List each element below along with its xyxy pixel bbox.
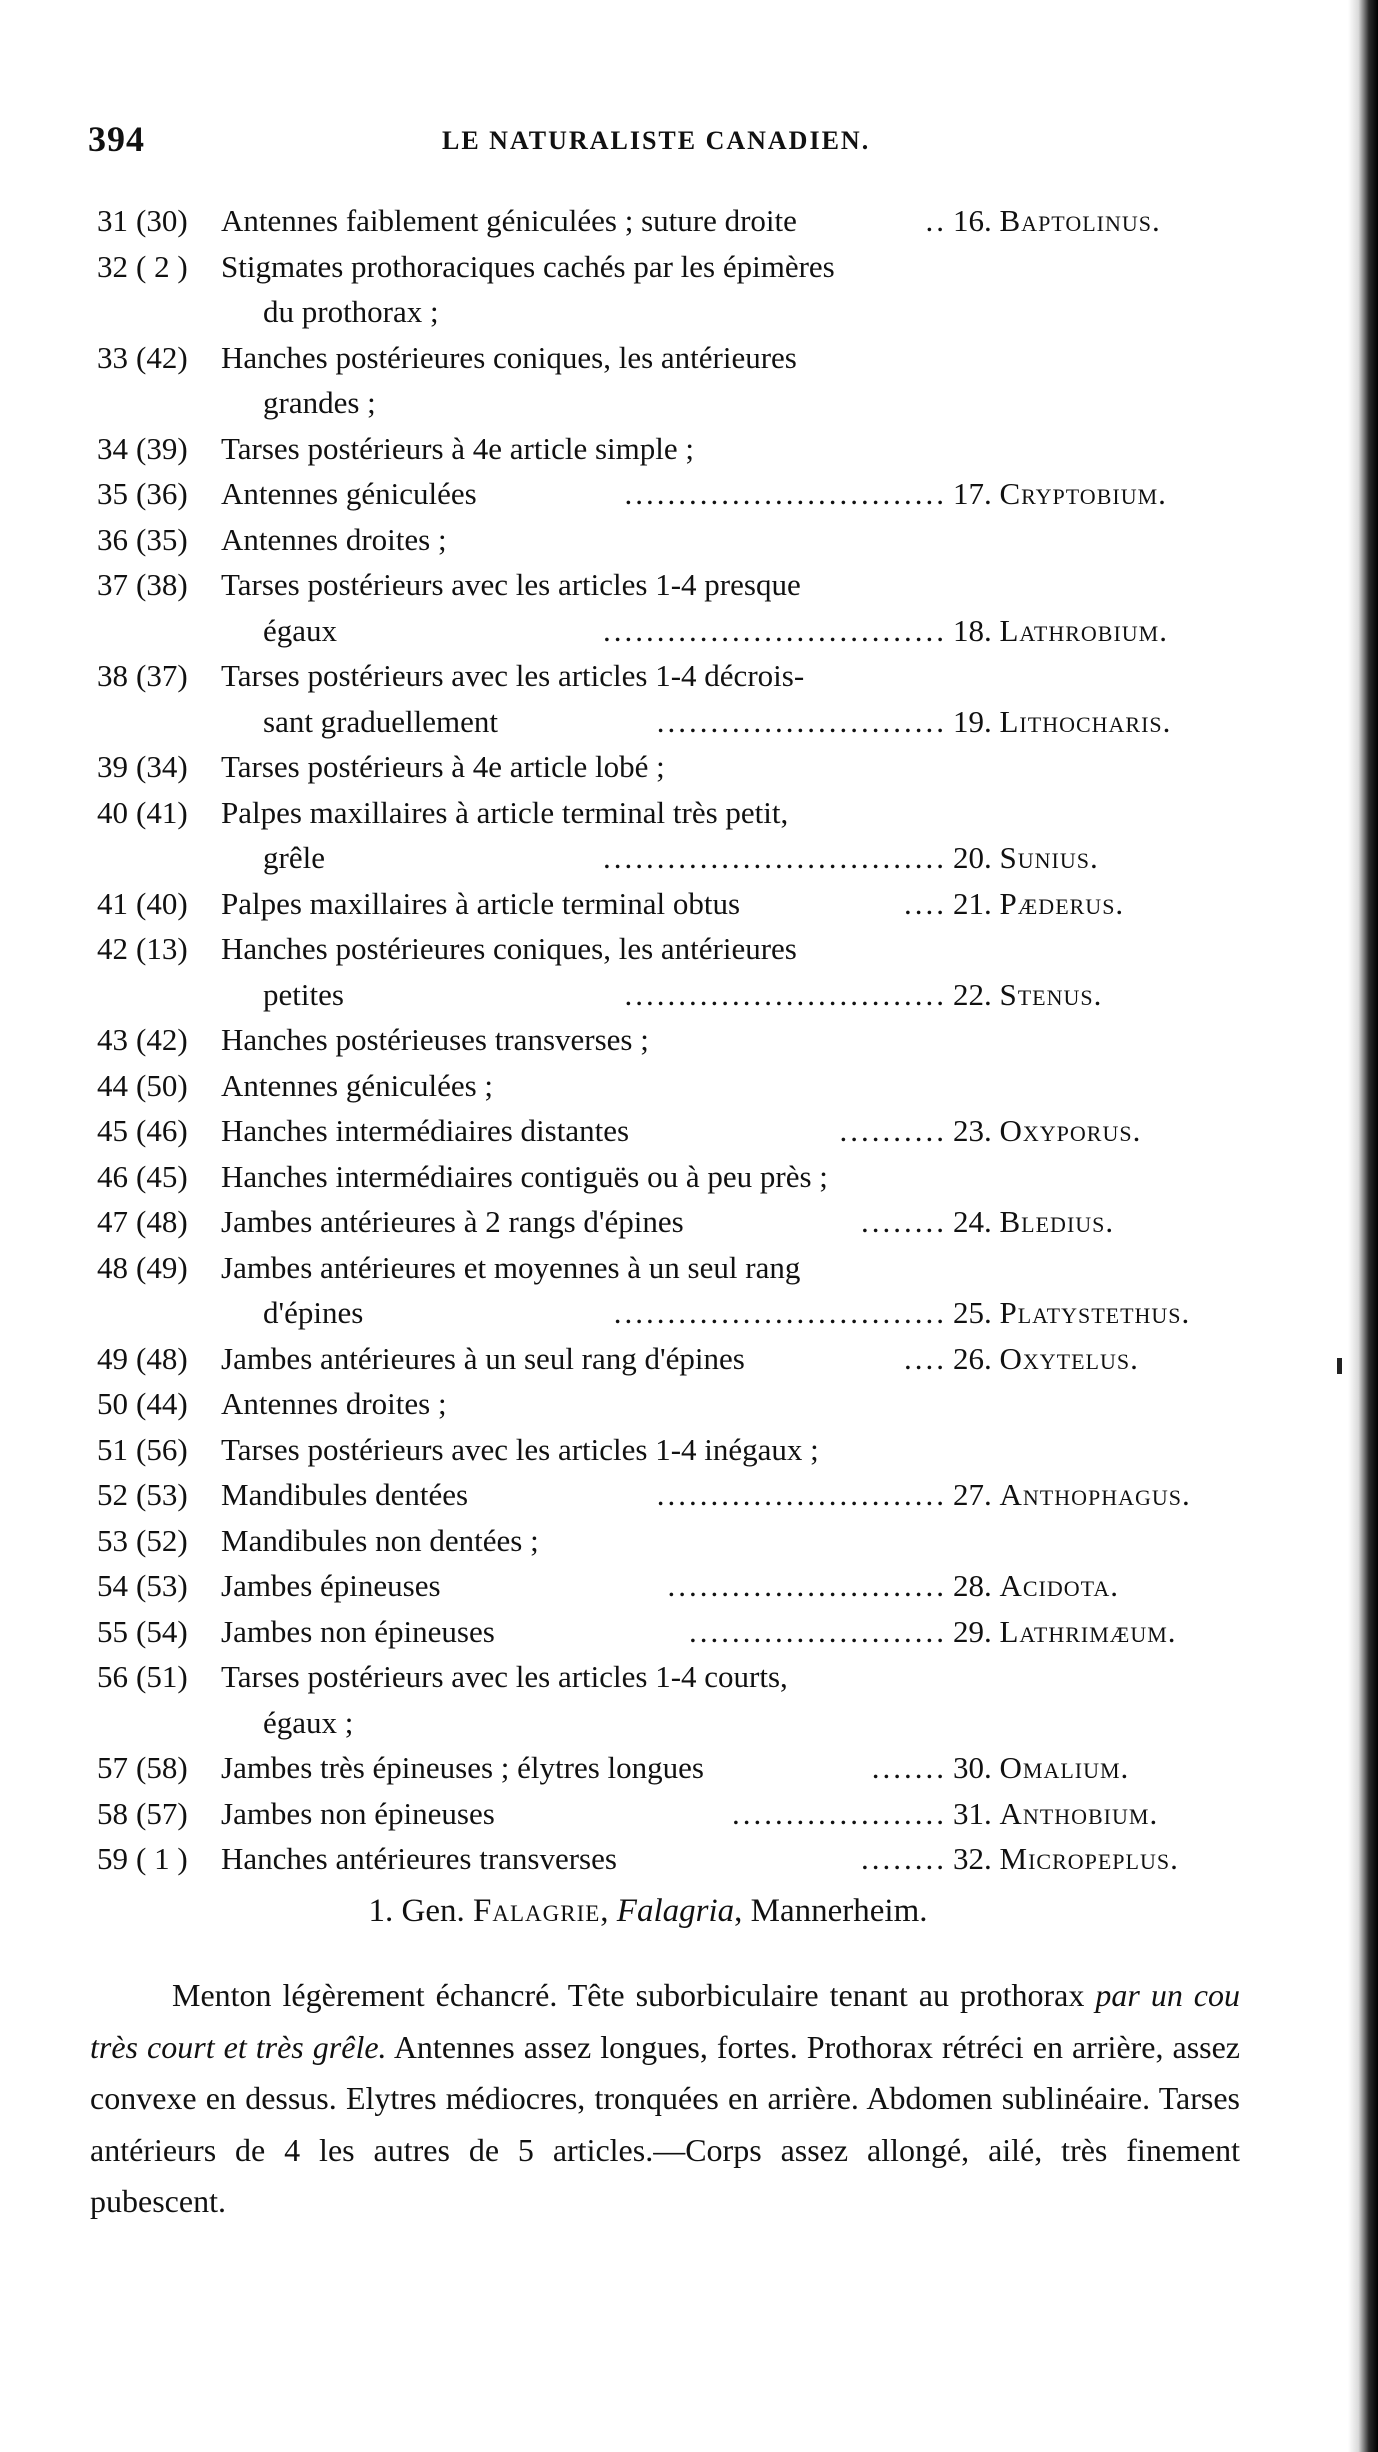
key-line-text: Hanches postérieures coniques, les antérieures (221, 339, 797, 375)
genus-heading-latin: Falagria (616, 1893, 735, 1929)
key-line-number: 54 (97, 1568, 128, 1603)
genus-number: 27. (953, 1477, 992, 1512)
genus-reference (953, 1745, 1129, 1791)
genus-number: 26. (953, 1340, 992, 1376)
genus-number: 25. (953, 1295, 992, 1330)
key-line-text: Hanches intermédiaires distantes (221, 1113, 630, 1148)
dot-leader: ............................... (613, 1295, 947, 1330)
key-line-number: 52 (97, 1477, 128, 1512)
key-line-reference: (56) (136, 1431, 188, 1467)
key-line (88, 926, 1238, 972)
key-line-reference: (37) (136, 658, 188, 693)
key-line-reference: (44) (136, 1386, 188, 1421)
genus-reference (953, 972, 1102, 1018)
genus-reference (953, 1199, 1114, 1245)
key-line-text: Antennes géniculées (221, 476, 477, 511)
key-line (88, 1609, 1238, 1655)
genus-name: Lithocharis. (999, 703, 1172, 739)
genus-name: Platystethus. (999, 1295, 1191, 1330)
key-line-number: 42 (97, 931, 128, 966)
genus-reference (953, 881, 1124, 927)
key-line (88, 1836, 1238, 1882)
dot-leader: ........................... (656, 1477, 947, 1512)
genus-name: Sunius. (999, 840, 1099, 875)
dot-leader: ........ (861, 1841, 947, 1876)
genus-number: 22. (953, 976, 992, 1012)
genus-name: Pæderus. (999, 885, 1125, 921)
key-line (88, 1063, 1238, 1109)
key-line-reference: (30) (136, 203, 188, 238)
description-part2: Antennes assez longues, fortes. Prothorax rétréci en arrière, assez convexe en dessus. Elytres médiocres, tronquées en arrière. Abdomen sublinéaire. Tarses antérieurs de 4 les autres de 5 articles.—Corps assez allongé, ailé, très finement pubescent. (90, 2028, 1241, 2219)
genus-number: 20. (953, 840, 992, 875)
genus-heading-name: Falagrie (473, 1893, 601, 1929)
key-line-number: 44 (97, 1067, 128, 1103)
key-line (88, 835, 1238, 881)
genus-name: Micropeplus. (999, 1841, 1179, 1876)
key-line-number: 38 (97, 658, 128, 693)
key-line-text: Mandibules non dentées ; (221, 1522, 539, 1558)
key-line-reference: (46) (136, 1113, 188, 1148)
description-italic: par un cou très court et très grêle. (90, 1977, 1241, 2065)
key-line-text: Stigmates prothoraciques cachés par les épimères (221, 248, 835, 284)
genus-reference (953, 1290, 1190, 1336)
key-line-number: 49 (97, 1340, 128, 1376)
key-line-text: Tarses postérieurs à 4e article lobé ; (221, 749, 665, 784)
dot-leader: ................................ (603, 612, 947, 648)
genus-reference (953, 1791, 1158, 1837)
key-line-number: 59 (97, 1841, 128, 1876)
genus-number: 17. (953, 476, 992, 511)
key-line-number: 50 (97, 1386, 128, 1421)
key-line-reference: (38) (136, 567, 188, 602)
key-line (88, 1563, 1238, 1609)
key-line-text: Tarses postérieurs avec les articles 1-4 inégaux ; (221, 1431, 819, 1467)
key-line (88, 608, 1238, 654)
key-line (88, 1336, 1238, 1382)
dot-leader: .. (925, 203, 947, 238)
key-line-text: Antennes droites ; (221, 1386, 447, 1421)
key-line-reference: (39) (136, 430, 188, 466)
key-line-continuation: sant graduellement (263, 703, 498, 739)
dot-leader: .................... (732, 1795, 947, 1831)
description-part1: Menton légèrement échancré. Tête suborbiculaire tenant au prothorax (172, 1977, 1096, 2013)
dot-leader: .............................. (624, 476, 947, 511)
genus-reference (953, 1472, 1191, 1518)
key-line-reference: (50) (136, 1067, 188, 1103)
genus-number: 19. (953, 703, 992, 739)
key-line (88, 1518, 1238, 1564)
key-line-reference: (57) (136, 1795, 188, 1831)
key-line-reference: (13) (136, 931, 188, 966)
key-line-number: 34 (97, 430, 128, 466)
key-line-reference: (52) (136, 1522, 188, 1558)
key-line-number: 46 (97, 1158, 128, 1194)
key-line-number: 40 (97, 794, 128, 830)
genus-number: 21. (953, 885, 992, 921)
key-line (88, 744, 1238, 790)
genus-heading (0, 1893, 1296, 1930)
key-line (88, 244, 1238, 290)
key-line-reference: ( 1 ) (136, 1841, 188, 1876)
key-line-number: 56 (97, 1659, 128, 1694)
genus-heading-prefix: 1. Gen. (368, 1893, 473, 1929)
key-line-reference: (42) (136, 1022, 188, 1057)
genus-number: 16. (953, 203, 992, 238)
key-line (88, 1108, 1238, 1154)
key-line-text: Antennes géniculées ; (221, 1067, 494, 1103)
key-line-text: Jambes antérieures à un seul rang d'épines (221, 1340, 745, 1376)
key-line-number: 55 (97, 1613, 128, 1649)
genus-name: Baptolinus. (999, 203, 1161, 238)
dot-leader: ........................... (656, 703, 947, 739)
key-line-text: Jambes non épineuses (221, 1795, 495, 1831)
key-line (88, 562, 1238, 608)
key-line (88, 380, 1238, 426)
key-line-reference: (51) (136, 1659, 188, 1694)
key-line-reference: (48) (136, 1340, 188, 1376)
key-line-number: 36 (97, 521, 128, 557)
key-line (88, 289, 1238, 335)
key-line-number: 51 (97, 1431, 128, 1467)
key-line (88, 335, 1238, 381)
key-line-text: Mandibules dentées (221, 1477, 469, 1512)
genus-number: 23. (953, 1113, 992, 1148)
key-line-reference: ( 2 ) (136, 248, 188, 284)
dot-leader: ........................ (689, 1613, 947, 1649)
key-line-text: Antennes faiblement géniculées ; suture droite (221, 203, 797, 238)
key-line-reference: (36) (136, 476, 188, 511)
key-line-number: 37 (97, 567, 128, 602)
genus-name: Anthobium. (999, 1795, 1159, 1831)
key-line-number: 58 (97, 1795, 128, 1831)
genus-name: Oxytelus. (999, 1340, 1139, 1376)
key-line-number: 45 (97, 1113, 128, 1148)
key-line-continuation: petites (263, 976, 344, 1012)
key-line-number: 57 (97, 1750, 128, 1785)
genus-number: 18. (953, 612, 992, 648)
key-line-number: 47 (97, 1204, 128, 1239)
key-line-continuation: d'épines (263, 1295, 364, 1330)
key-line (88, 1700, 1238, 1746)
genus-heading-sep2: , (734, 1893, 751, 1929)
key-line-continuation: du prothorax ; (263, 294, 439, 329)
genus-number: 24. (953, 1204, 992, 1239)
key-line (88, 1017, 1238, 1063)
key-line-text: Hanches antérieures transverses (221, 1841, 617, 1876)
key-line (88, 1154, 1238, 1200)
genus-description (90, 1970, 1240, 2228)
key-line-reference: (49) (136, 1249, 188, 1285)
key-line-reference: (53) (136, 1568, 188, 1603)
genus-number: 29. (953, 1613, 992, 1649)
key-line (88, 198, 1238, 244)
key-line-text: Jambes épineuses (221, 1568, 441, 1603)
dot-leader: .............................. (624, 976, 947, 1012)
dot-leader: ........ (861, 1204, 947, 1239)
genus-reference (953, 608, 1168, 654)
key-line (88, 1791, 1238, 1837)
genus-name: Cryptobium. (999, 476, 1167, 511)
genus-reference (953, 1836, 1179, 1882)
genus-number: 31. (953, 1795, 992, 1831)
key-line-continuation: grandes ; (263, 385, 376, 420)
key-line-number: 41 (97, 885, 128, 921)
key-line-reference: (41) (136, 794, 188, 830)
key-line-text: Palpes maxillaires à article terminal très petit, (221, 794, 789, 830)
key-line-reference: (48) (136, 1204, 188, 1239)
key-line-text: Palpes maxillaires à article terminal obtus (221, 885, 741, 921)
genus-heading-author: Mannerheim. (750, 1893, 928, 1929)
key-line-reference: (53) (136, 1477, 188, 1512)
genus-reference (953, 1336, 1139, 1382)
genus-number: 28. (953, 1568, 992, 1603)
key-line-reference: (34) (136, 749, 188, 784)
margin-mark (1337, 1358, 1342, 1374)
key-line-reference: (40) (136, 885, 188, 921)
genus-reference (953, 699, 1171, 745)
key-line (88, 1427, 1238, 1473)
genus-reference (953, 198, 1161, 244)
dot-leader: .... (904, 1340, 947, 1376)
page-edge-shadow (1348, 0, 1378, 2452)
genus-heading-sep1: , (600, 1893, 617, 1929)
genus-name: Omalium. (999, 1750, 1130, 1785)
key-line-text: Hanches intermédiaires contiguës ou à peu près ; (221, 1158, 828, 1194)
key-line-number: 31 (97, 203, 128, 238)
genus-name: Acidota. (999, 1568, 1119, 1603)
key-line-reference: (54) (136, 1613, 188, 1649)
key-line (88, 881, 1238, 927)
key-line (88, 699, 1238, 745)
key-line-number: 43 (97, 1022, 128, 1057)
dot-leader: ....... (871, 1750, 947, 1785)
key-line (88, 1654, 1238, 1700)
genus-reference (953, 1563, 1119, 1609)
genus-name: Anthophagus. (999, 1477, 1191, 1512)
genus-reference (953, 1609, 1177, 1655)
key-line-text: Tarses postérieurs avec les articles 1-4 décrois- (221, 658, 805, 693)
key-line-text: Hanches postérieures coniques, les antérieures (221, 931, 797, 966)
key-line (88, 1290, 1238, 1336)
key-line-reference: (45) (136, 1158, 188, 1194)
genus-name: Stenus. (999, 976, 1103, 1012)
key-line (88, 653, 1238, 699)
dot-leader: .... (904, 885, 947, 921)
key-line-text: Antennes droites ; (221, 521, 447, 557)
key-line-text: Tarses postérieurs à 4e article simple ; (221, 430, 694, 466)
key-line-reference: (35) (136, 521, 188, 557)
genus-number: 30. (953, 1750, 992, 1785)
key-line-text: Jambes antérieures et moyennes à un seul rang (221, 1249, 801, 1285)
key-line (88, 1472, 1238, 1518)
key-line-continuation: égaux (263, 612, 338, 648)
genus-number: 32. (953, 1841, 992, 1876)
page-header (88, 118, 1238, 164)
key-line-continuation: égaux ; (263, 1704, 354, 1740)
genus-reference (953, 835, 1099, 881)
key-line-text: Tarses postérieurs avec les articles 1-4 courts, (221, 1659, 788, 1694)
genus-name: Lathrimæum. (999, 1613, 1177, 1649)
dot-leader: .......... (839, 1113, 947, 1148)
key-line (88, 517, 1238, 563)
key-line-number: 53 (97, 1522, 128, 1558)
key-line (88, 1199, 1238, 1245)
key-line-number: 33 (97, 339, 128, 375)
dot-leader: .......................... (667, 1568, 947, 1603)
genus-reference (953, 1108, 1141, 1154)
genus-name: Oxyporus. (999, 1113, 1142, 1148)
key-line (88, 1245, 1238, 1291)
key-line (88, 471, 1238, 517)
running-title: LE NATURALISTE CANADIEN. (442, 126, 871, 155)
key-line (88, 790, 1238, 836)
key-line-number: 35 (97, 476, 128, 511)
key-line-reference: (58) (136, 1750, 188, 1785)
key-line (88, 1381, 1238, 1427)
genus-reference (953, 471, 1167, 517)
key-line (88, 426, 1238, 472)
key-line-text: Jambes antérieures à 2 rangs d'épines (221, 1204, 684, 1239)
genus-name: Bledius. (999, 1204, 1115, 1239)
identification-key (88, 198, 1238, 1882)
key-line-number: 32 (97, 248, 128, 284)
page-number: 394 (88, 119, 145, 159)
key-line-reference: (42) (136, 339, 188, 375)
dot-leader: ................................ (603, 840, 947, 875)
key-line-number: 48 (97, 1249, 128, 1285)
key-line-text: Tarses postérieurs avec les articles 1-4 presque (221, 567, 801, 602)
key-line-text: Hanches postérieuses transverses ; (221, 1022, 649, 1057)
key-line (88, 972, 1238, 1018)
key-line-continuation: grêle (263, 840, 325, 875)
key-line-number: 39 (97, 749, 128, 784)
key-line-text: Jambes très épineuses ; élytres longues (221, 1750, 704, 1785)
key-line-text: Jambes non épineuses (221, 1613, 495, 1649)
key-line (88, 1745, 1238, 1791)
genus-name: Lathrobium. (999, 612, 1168, 648)
